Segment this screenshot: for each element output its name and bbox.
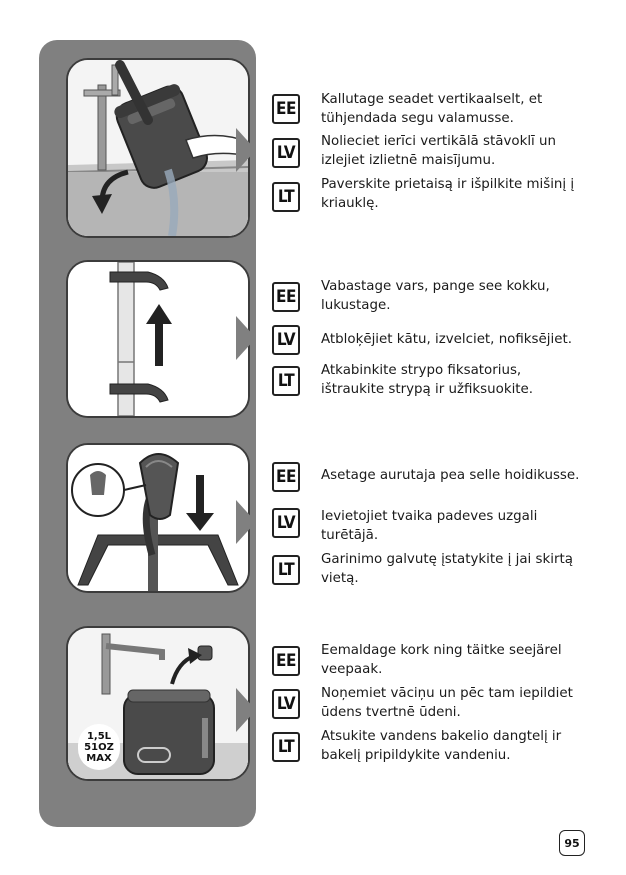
lang-badge: LT [272, 732, 300, 762]
panel-pointer [236, 316, 256, 360]
instruction-text: Atbloķējiet kātu, izvelciet, nofiksējiet. [321, 332, 572, 347]
lang-badge: EE [272, 94, 300, 124]
panel-pointer [236, 128, 256, 172]
instruction-text: Atsukite vandens bakelio dangtelį ir bakelį pripildykite vandeniu. [321, 729, 562, 763]
instruction-text: Eemaldage kork ning täitke seejärel veepaak. [321, 643, 562, 677]
page-number: 95 [559, 830, 585, 856]
lang-badge: LT [272, 555, 300, 585]
lang-badge: LT [272, 366, 300, 396]
lang-badge: LV [272, 689, 300, 719]
instruction-text: Kallutage seadet vertikaalselt, et tühjendada segu valamusse. [321, 92, 543, 126]
illustration-empty-into-sink [66, 58, 250, 238]
lang-badge: EE [272, 462, 300, 492]
illustration-extend-pole [66, 260, 250, 418]
instruction-text: Garinimo galvutę įstatykite į jai skirtą vietą. [321, 552, 573, 586]
instruction-text: Asetage aurutaja pea selle hoidikusse. [321, 468, 580, 483]
instruction-text: Vabastage vars, pange see kokku, lukustage. [321, 279, 550, 313]
lang-badge: EE [272, 646, 300, 676]
lang-badge: EE [272, 282, 300, 312]
lang-badge: LV [272, 138, 300, 168]
lang-badge: LV [272, 325, 300, 355]
panel-pointer [236, 688, 256, 732]
instruction-text: Paverskite prietaisą ir išpilkite mišinį į kriauklę. [321, 177, 575, 211]
capacity-label [78, 724, 120, 770]
panel-pointer [236, 500, 256, 544]
capacity-line: MAX [86, 752, 112, 764]
instruction-text: Nolieciet ierīci vertikālā stāvoklī un izlejiet izlietnē maisījumu. [321, 134, 556, 168]
lang-badge: LV [272, 508, 300, 538]
instruction-text: Ievietojiet tvaika padeves uzgali turētājā. [321, 509, 538, 543]
capacity-line: 51OZ [84, 741, 114, 753]
illustration-fill-tank [66, 626, 250, 781]
instruction-text: Noņemiet vāciņu un pēc tam iepildiet ūdens tvertnē ūdeni. [321, 686, 573, 720]
lang-badge: LT [272, 182, 300, 212]
illustration-head-in-holder [66, 443, 250, 593]
instruction-text: Atkabinkite strypo fiksatorius, ištraukite strypą ir užfiksuokite. [321, 363, 534, 397]
capacity-line: 1,5L [86, 730, 112, 742]
